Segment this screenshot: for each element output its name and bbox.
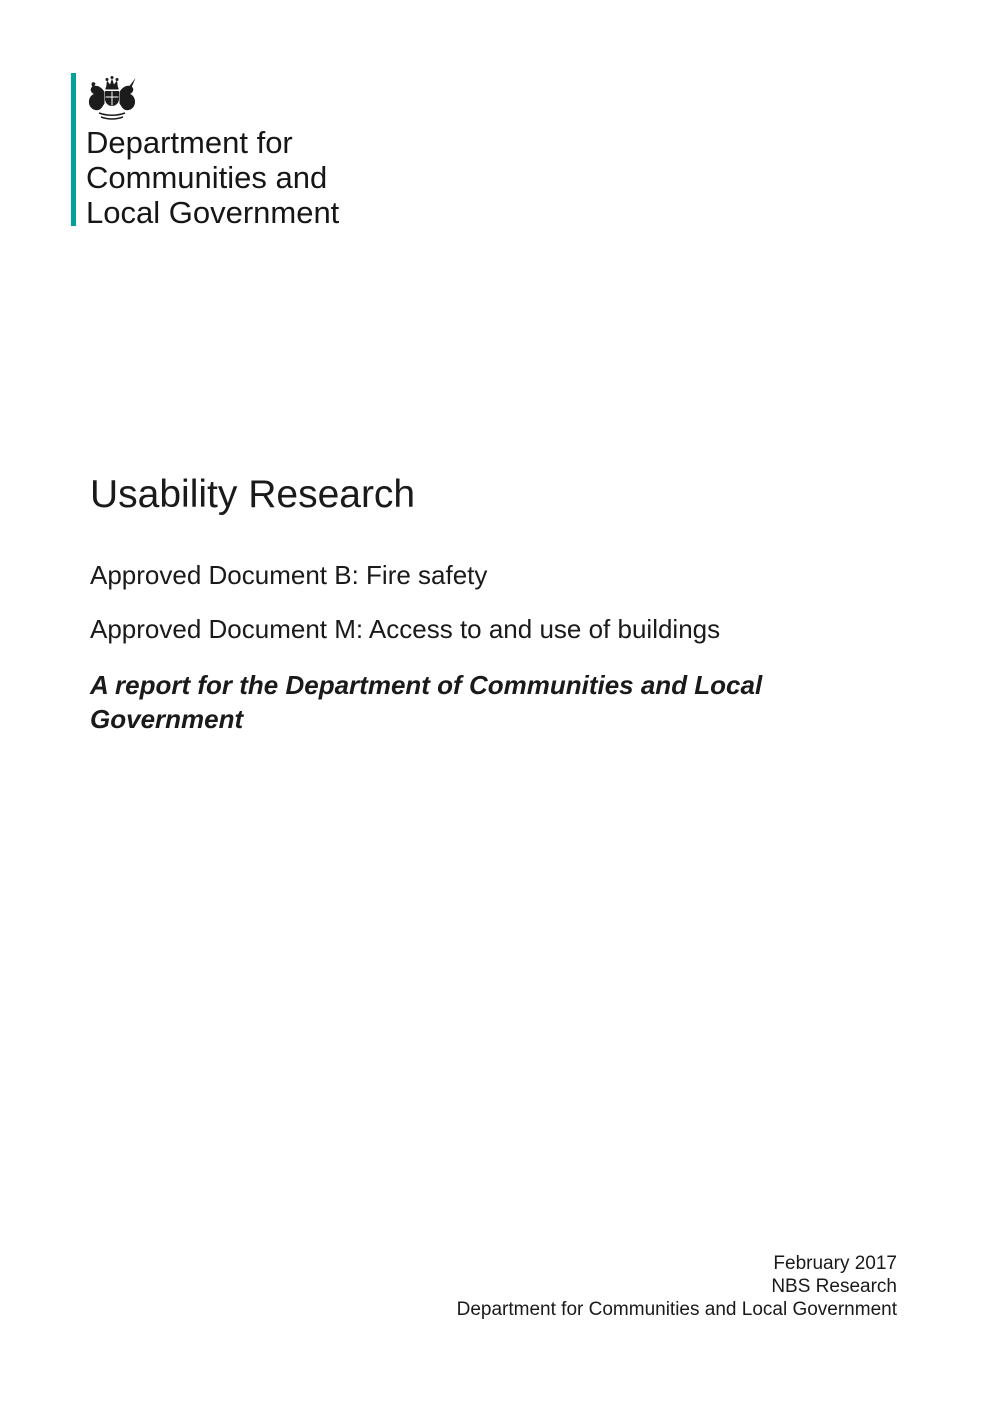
report-for-line: A report for the Department of Communities and Local Government: [90, 670, 763, 734]
footer-author: NBS Research: [771, 1276, 897, 1297]
footer-department: Department for Communities and Local Government: [456, 1299, 897, 1320]
logo-line-2: Communities and: [86, 160, 328, 195]
subtitle-approved-doc-b: Approved Document B: Fire safety: [90, 560, 488, 590]
logo-line-1: Department for: [86, 125, 293, 160]
logo-wordmark: [86, 125, 339, 230]
subtitle-approved-doc-m: Approved Document M: Access to and use of buildings: [90, 614, 721, 644]
logo-accent-bar: [71, 73, 76, 226]
footer-date: February 2017: [773, 1253, 897, 1274]
logo-line-3: Local Government: [86, 195, 340, 230]
royal-crest-icon: [86, 75, 138, 123]
cover-footer: [457, 1252, 897, 1321]
report-title: Usability Research: [90, 473, 416, 516]
